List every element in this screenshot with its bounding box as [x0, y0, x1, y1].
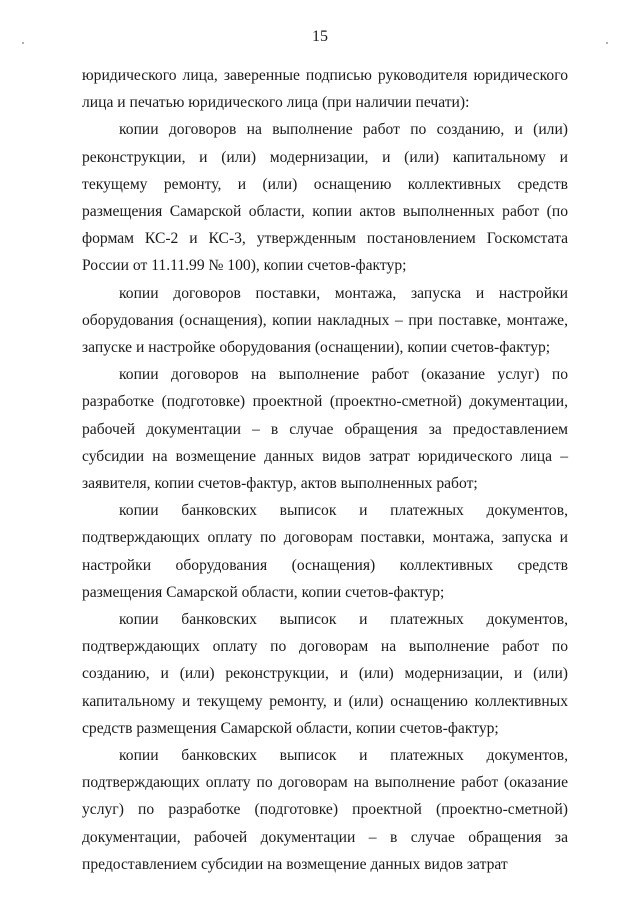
paragraph: копии договоров на выполнение работ по созданию, и (или) реконструкции, и (или) модернизации, и (или) капитальному и текущему ремонту, и (или) оснащению коллективных средств размещения Самарской области, копии актов выполненных работ (по формам КС-2 и КС-3, утвержденным постановлением Госкомстата России от 11.11.99 № 100), копии счетов-фактур; [82, 121, 568, 275]
paragraph: копии договоров на выполнение работ (оказание услуг) по разработке (подготовке) проектной (проектно-сметной) документации, рабочей документации – в случае обращения за предоставлением субсидии на возмещение данных видов затрат юридического лица – заявителя, копии счетов-фактур, актов выполненных работ; [82, 366, 568, 493]
document-body [82, 62, 568, 878]
paragraph: копии банковских выписок и платежных документов, подтверждающих оплату по договорам на выполнение работ по созданию, и (или) реконструкции, и (или) модернизации, и (или) капитальному и текущему ремонту, и (или) оснащению коллективных средств размещения Самарской области, копии счетов-фактур; [82, 611, 568, 737]
paragraph: копии банковских выписок и платежных документов, подтверждающих оплату по договорам поставки, монтажа, запуска и настройки оборудования (оснащения) коллективных средств размещения Самарской области, копии счетов-фактур; [82, 502, 568, 601]
page-number: 15 [312, 28, 328, 45]
paragraph: копии договоров поставки, монтажа, запуска и настройки оборудования (оснащения), копии накладных – при поставке, монтаже, запуске и настройке оборудования (оснащении), копии счетов-фактур; [82, 284, 568, 357]
paragraph: копии банковских выписок и платежных документов, подтверждающих оплату по договорам на выполнение работ (оказание услуг) по разработке (подготовке) проектной (проектно-сметной) документации, рабочей документации – в случае обращения за предоставлением субсидии на возмещение данных видов затрат [82, 747, 568, 873]
paragraph-continuation: юридического лица, заверенные подписью руководителя юридического лица и печатью юридического лица (при наличии печати): [82, 67, 568, 112]
